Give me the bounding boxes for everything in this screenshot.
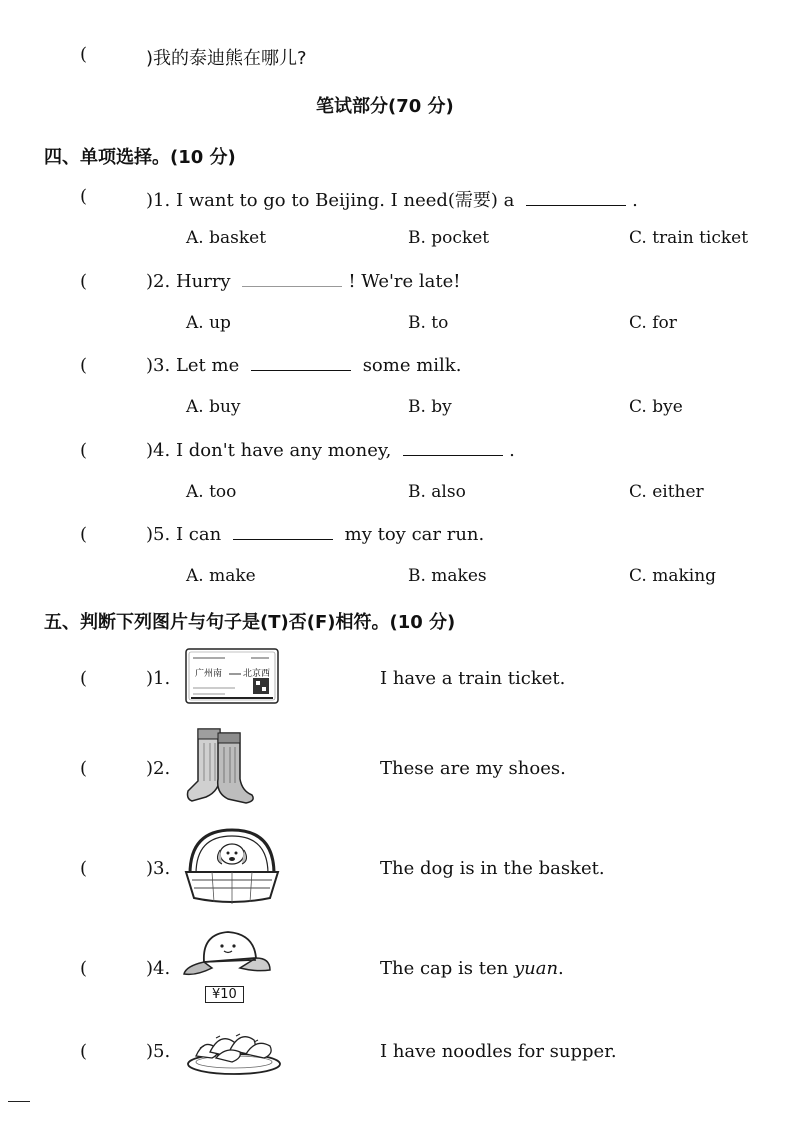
- option-b: B. makes: [408, 566, 487, 586]
- option-b: B. by: [408, 397, 452, 417]
- item-number: )3.: [146, 858, 171, 879]
- item-sentence: The dog is in the basket.: [380, 858, 605, 879]
- dumplings-icon: [186, 1024, 282, 1076]
- answer-paren-open: (: [80, 1041, 88, 1062]
- section4-heading: 四、单项选择。(10 分): [44, 147, 236, 168]
- item-sentence-pre: The cap is ten: [380, 958, 514, 979]
- item-sentence-italic: yuan: [513, 958, 559, 979]
- question-number: )5.: [146, 524, 171, 545]
- question-text: I want to go to Beijing. I need(需要) a: [175, 190, 515, 211]
- option-c: C. bye: [629, 397, 683, 417]
- option-a: A. up: [186, 313, 231, 333]
- answer-blank[interactable]: [233, 538, 333, 540]
- answer-paren-open: (: [80, 440, 88, 461]
- train-ticket-icon: [185, 648, 279, 704]
- page-corner-mark: [8, 1101, 30, 1102]
- option-b: B. to: [408, 313, 449, 333]
- question-1: [146, 186, 638, 212]
- option-a: A. make: [186, 566, 256, 586]
- question-text: I can: [175, 524, 222, 545]
- question-2: [146, 271, 461, 292]
- option-c: C. for: [629, 313, 677, 333]
- question-number: )3.: [146, 355, 171, 376]
- option-a: A. too: [186, 482, 237, 502]
- answer-blank[interactable]: [251, 369, 351, 371]
- answer-paren-open: (: [80, 958, 88, 979]
- item-sentence: These are my shoes.: [380, 758, 566, 779]
- option-c: C. either: [629, 482, 704, 502]
- cap-icon: [182, 928, 272, 980]
- option-a: A. basket: [186, 228, 267, 248]
- top-line-question: 我的泰迪熊在哪儿?: [153, 48, 307, 69]
- item-number: )1.: [146, 668, 171, 689]
- ticket-from: 广州南: [195, 669, 223, 679]
- answer-blank[interactable]: [403, 454, 503, 456]
- question-number: )1.: [146, 190, 171, 211]
- answer-paren-open: (: [80, 271, 88, 292]
- answer-paren-open: (: [80, 44, 88, 65]
- question-text-post: some milk.: [362, 355, 462, 376]
- answer-paren-open: (: [80, 355, 88, 376]
- item-number: )2.: [146, 758, 171, 779]
- question-text-post: .: [509, 440, 515, 461]
- question-number: )4.: [146, 440, 171, 461]
- answer-paren-open: (: [80, 758, 88, 779]
- top-line-close: ): [146, 48, 154, 69]
- answer-paren-open: (: [80, 858, 88, 879]
- question-number: )2.: [146, 271, 171, 292]
- question-text-post: my toy car run.: [344, 524, 485, 545]
- option-b: B. pocket: [408, 228, 490, 248]
- question-text-post: ! We're late!: [348, 271, 461, 292]
- question-text: I don't have any money,: [175, 440, 392, 461]
- option-c: C. making: [629, 566, 717, 586]
- option-c: C. train ticket: [629, 228, 749, 248]
- option-a: A. buy: [186, 397, 241, 417]
- question-5: [146, 524, 484, 545]
- item-sentence: [380, 958, 564, 979]
- socks-icon: [184, 725, 256, 805]
- top-line-text: [146, 44, 307, 70]
- question-text-post: .: [632, 190, 638, 211]
- question-4: [146, 440, 515, 461]
- dog-in-basket-icon: [182, 826, 282, 908]
- item-sentence: I have a train ticket.: [380, 668, 566, 689]
- item-number: )4.: [146, 958, 171, 979]
- answer-paren-open: (: [80, 524, 88, 545]
- question-3: [146, 355, 461, 376]
- answer-blank[interactable]: [526, 204, 626, 206]
- question-text: Let me: [175, 355, 240, 376]
- section-title: 笔试部分(70 分): [316, 96, 454, 117]
- answer-blank[interactable]: [242, 285, 342, 287]
- option-b: B. also: [408, 482, 466, 502]
- ticket-to: 北京西: [243, 669, 271, 679]
- item-sentence: I have noodles for supper.: [380, 1041, 617, 1062]
- answer-paren-open: (: [80, 668, 88, 689]
- answer-paren-open: (: [80, 186, 88, 207]
- section5-heading: 五、判断下列图片与句子是(T)否(F)相符。(10 分): [44, 612, 456, 633]
- item-number: )5.: [146, 1041, 171, 1062]
- price-tag: ¥10: [205, 986, 244, 1003]
- item-sentence-post: .: [558, 958, 564, 979]
- question-text: Hurry: [175, 271, 231, 292]
